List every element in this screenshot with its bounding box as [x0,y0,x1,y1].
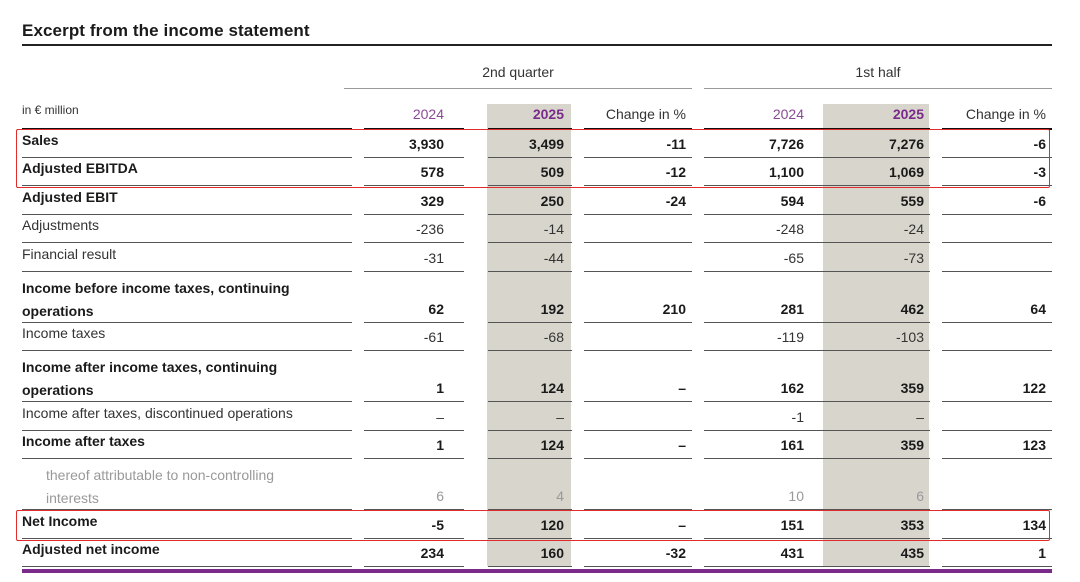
cell-q2-change: -24 [665,192,686,209]
table-row [22,430,1052,459]
cell-h1-change [942,458,1046,509]
cell-q2-2024: 62 [428,300,444,317]
col-q2-change: Change in % [605,106,686,122]
table-row [22,214,1052,243]
cell-h1-2025: -24 [903,221,924,237]
cell-q2-2025: 124 [540,437,564,453]
row-label-line: operations [22,302,94,319]
table-bottom-bar [22,569,1052,573]
cell-q2-2024: -236 [415,221,444,237]
row-label: Adjustments [22,217,100,233]
cell-q2-2024: -61 [423,329,444,345]
cell-q2-2024: 578 [420,164,444,180]
cell-q2-2025: 3,499 [528,135,564,152]
cell-q2-2024: -5 [431,516,444,533]
cell-q2-2024: -31 [423,249,444,266]
row-label: Income taxes [22,325,106,341]
cell-q2-2025: – [556,408,564,425]
cell-h1-2025: 1,069 [888,164,924,180]
row-label [22,458,352,509]
page-title: Excerpt from the income statement [22,16,1052,46]
col-h1-2024: 2024 [772,106,804,122]
cell-h1-2025: -103 [895,329,924,345]
table-row [22,128,1052,157]
row-label [22,350,352,401]
cell-q2-change: 210 [662,300,686,317]
column-header-row [22,92,1052,128]
cell-q2-2025: 192 [540,300,564,317]
cell-h1-change [942,214,1046,243]
cell-q2-change: – [678,437,686,453]
cell-q2-2024: 1 [436,437,444,453]
cell-h1-change: -6 [1033,192,1046,209]
cell-h1-2024: 281 [780,300,804,317]
cell-q2-2024: 1 [436,380,444,396]
row-rule [584,566,692,567]
cell-h1-change [942,242,1046,271]
income-statement-excerpt [22,16,1052,561]
cell-h1-2025: – [916,408,924,425]
row-label-line: Income before income taxes, continuing [22,279,290,296]
cell-q2-change [582,214,686,243]
cell-h1-2024: -119 [777,329,804,345]
cell-h1-2025: 359 [900,437,924,453]
cell-q2-2025: -14 [543,221,564,237]
cell-h1-change [942,401,1046,430]
row-label-line: Income after income taxes, continuing [22,359,278,375]
col-h1-change: Change in % [965,106,1046,122]
cell-h1-2025: 435 [900,545,924,561]
cell-h1-2025: 559 [900,192,924,209]
cell-q2-2025: -44 [543,249,564,266]
cell-q2-2024: 234 [420,545,444,561]
row-label: Adjusted EBITDA [22,160,138,176]
row-label-line: thereof attributable to non-controlling [46,467,275,483]
cell-h1-change: 64 [1030,300,1046,317]
cell-h1-change: 123 [1022,437,1046,453]
cell-q2-2025: 4 [556,488,564,504]
row-label [22,271,352,322]
row-rule [364,566,464,567]
row-label: Net Income [22,512,98,529]
row-rule [704,566,824,567]
table-row [22,350,1052,401]
cell-q2-2025: 160 [540,545,564,561]
cell-q2-2024: 3,930 [408,135,444,152]
cell-h1-2024: 7,726 [768,135,804,152]
cell-h1-2024: 162 [780,380,804,396]
row-label: Sales [22,131,59,148]
cell-h1-2025: 353 [900,516,924,533]
group-label-h1: 1st half [855,64,901,80]
table-row [22,401,1052,430]
table-row [22,458,1052,509]
table-row [22,538,1052,567]
cell-h1-2024: 431 [780,545,804,561]
cell-q2-2024: 329 [420,192,444,209]
col-q2-2024: 2024 [412,106,444,122]
row-rule [942,566,1052,567]
cell-q2-change [582,322,686,351]
cell-q2-2025: -68 [543,329,564,345]
row-rule [22,566,352,567]
row-rule [824,566,930,567]
row-label: Income after taxes [22,433,145,449]
row-label-line: interests [46,490,99,506]
cell-q2-change: -32 [665,545,686,561]
table-row [22,157,1052,186]
cell-q2-change [582,242,686,271]
table-row [22,242,1052,271]
cell-h1-2025: -73 [903,249,924,266]
cell-q2-change: – [678,516,686,533]
cell-h1-change: -3 [1033,164,1046,180]
cell-h1-2024: 10 [788,488,804,504]
table-row [22,322,1052,351]
table-row [22,185,1052,214]
cell-h1-2024: -248 [775,221,804,237]
table-row [22,509,1052,538]
cell-q2-change: -11 [666,135,686,152]
unit-label: in € million [22,103,79,117]
col-h1-2025: 2025 [892,106,924,122]
cell-q2-2024: – [436,408,444,425]
cell-h1-2025: 462 [900,300,924,317]
cell-h1-change: 122 [1022,380,1046,396]
cell-h1-2024: -65 [783,249,804,266]
row-label: Financial result [22,245,117,262]
cell-q2-change [582,401,686,430]
cell-h1-2024: 1,100 [768,164,804,180]
cell-q2-2024: 6 [436,488,444,504]
group-rule-q2 [344,88,692,89]
table-row [22,271,1052,322]
col-q2-2025: 2025 [532,106,564,122]
row-label: Adjusted EBIT [22,188,118,205]
cell-q2-2025: 509 [540,164,564,180]
cell-h1-change: 1 [1038,545,1046,561]
cell-h1-change: -6 [1033,135,1046,152]
cell-q2-2025: 124 [540,380,564,396]
cell-h1-change [942,322,1046,351]
group-label-q2: 2nd quarter [482,64,554,80]
cell-q2-change: – [678,380,686,396]
row-label: Income after taxes, discontinued operations [22,404,293,421]
cell-q2-2025: 120 [540,516,564,533]
cell-q2-2025: 250 [540,192,564,209]
cell-h1-2024: -1 [791,408,804,425]
cell-h1-2024: 151 [780,516,804,533]
group-rule-h1 [704,88,1052,89]
cell-q2-change: -12 [665,164,686,180]
cell-q2-change [582,458,686,509]
cell-h1-2025: 359 [900,380,924,396]
cell-h1-2024: 594 [780,192,804,209]
cell-h1-2025: 7,276 [888,135,924,152]
row-rule [488,566,572,567]
cell-h1-change: 134 [1022,516,1046,533]
row-label: Adjusted net income [22,541,160,557]
row-label-line: operations [22,382,94,398]
cell-h1-2025: 6 [916,488,924,504]
cell-h1-2024: 161 [780,437,804,453]
